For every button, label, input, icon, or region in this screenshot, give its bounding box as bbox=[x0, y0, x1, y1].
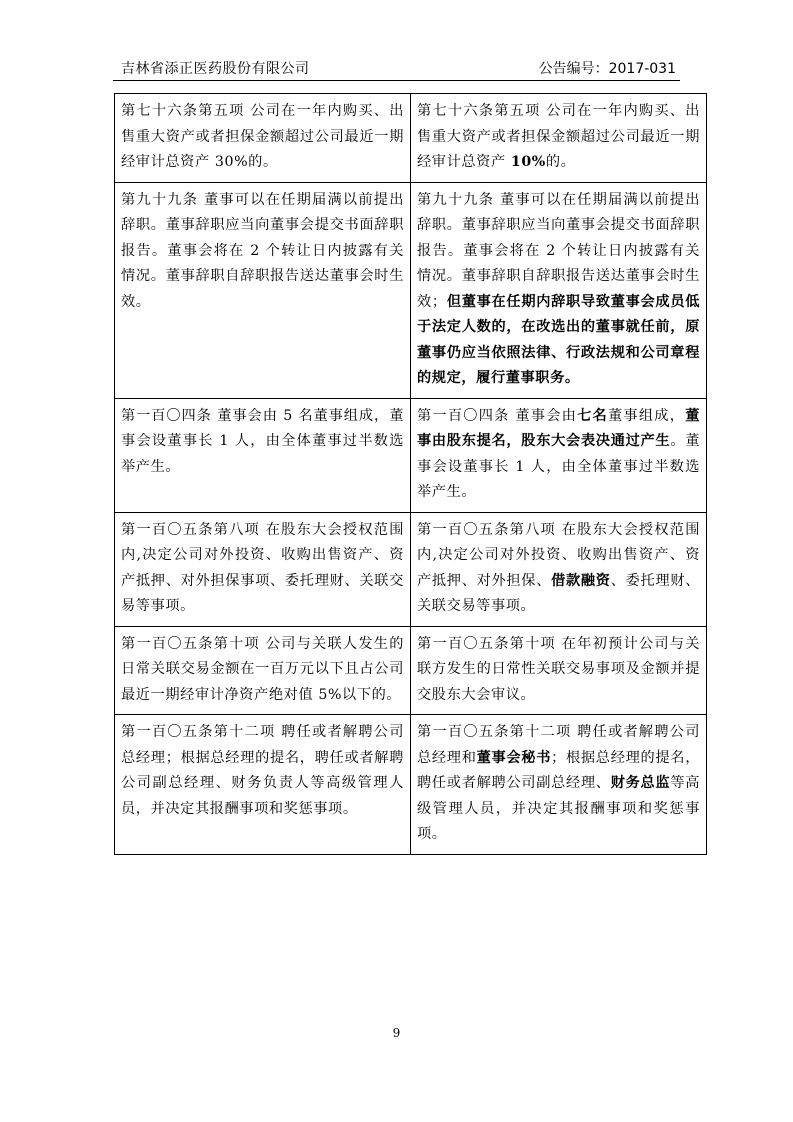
amended-text-bold: 10% bbox=[510, 154, 546, 170]
amended-text-bold: 董事会秘书 bbox=[476, 749, 552, 766]
original-clause-cell bbox=[115, 626, 411, 715]
amended-clause-cell bbox=[411, 626, 707, 715]
page-header bbox=[113, 58, 680, 80]
table-row bbox=[115, 182, 707, 398]
original-clause-cell bbox=[115, 715, 411, 855]
amended-text-bold: 七名 bbox=[577, 407, 608, 424]
original-clause-cell bbox=[115, 182, 411, 398]
original-clause-cell bbox=[115, 512, 411, 626]
table-row bbox=[115, 626, 707, 715]
clause-text: 第一百〇五条第十项 公司与关联人发生的日常关联交易金额在一百万元以下且占公司最近一期经审计净资产绝对值 5%以下的。 bbox=[121, 635, 404, 703]
page-number: 9 bbox=[392, 1026, 401, 1040]
clause-text: ；根据总经理的提名，聘任或者解聘公司副总经理、 bbox=[417, 749, 700, 791]
clause-text: 第九十九条 董事可以在任期届满以前提出辞职。董事辞职应当向董事会提交书面辞职报告。董事会将在 2 个转让日内披露有关情况。董事辞职自辞职报告送达董事会时生效； bbox=[417, 191, 700, 310]
clause-text: 第一百〇五条第十二项 聘任或者解聘公司总经理和 bbox=[417, 724, 700, 766]
clause-text: 第一百〇五条第八项 在股东大会授权范围内,决定公司对外投资、收购出售资产、资产抵押、对外担保事项、委托理财、关联交易等事项。 bbox=[121, 521, 404, 614]
amended-clause-cell bbox=[411, 94, 707, 183]
table-row bbox=[115, 94, 707, 183]
amended-clause-cell bbox=[411, 182, 707, 398]
clause-text: 、委托理财、关联交易等事项。 bbox=[417, 572, 701, 614]
clause-text: 。董事会设董事长 1 人，由全体董事过半数选举产生。 bbox=[417, 433, 701, 500]
header-divider bbox=[113, 80, 680, 81]
clause-text: 的。 bbox=[545, 154, 576, 170]
original-clause-cell bbox=[115, 398, 411, 512]
clause-text: 第七十六条第五项 公司在一年内购买、出售重大资产或者担保金额超过公司最近一期经审计总资产 bbox=[417, 103, 700, 170]
clause-text: 第一百〇四条 董事会由 bbox=[417, 407, 578, 424]
table-row bbox=[115, 715, 707, 855]
clause-text: 第一百〇四条 董事会由 5 名董事组成，董事会设董事长 1 人，由全体董事过半数选举产生。 bbox=[121, 407, 404, 475]
original-clause-cell bbox=[115, 94, 411, 183]
company-name: 吉林省添正医药股份有限公司 bbox=[121, 61, 310, 77]
table-row bbox=[115, 512, 707, 626]
amended-text-bold: 财务总监 bbox=[610, 775, 671, 791]
comparison-table bbox=[114, 93, 707, 855]
clause-text: 第一百〇五条第十项 在年初预计公司与关联方发生的日常性关联交易事项及金额并提交股东大会审议。 bbox=[417, 635, 700, 703]
clause-text: 第一百〇五条第八项 在股东大会授权范围内,决定公司对外投资、收购出售资产、资产抵押、对外担保、 bbox=[417, 521, 700, 589]
amended-clause-cell bbox=[411, 398, 707, 512]
announcement-number: 公告编号：2017-031 bbox=[538, 61, 676, 77]
clause-text: 董事组成， bbox=[608, 407, 686, 424]
amended-text-bold: 借款融资 bbox=[551, 572, 611, 589]
clause-text: 等高级管理人员，并决定其报酬事项和奖惩事项。 bbox=[417, 775, 700, 842]
amended-clause-cell bbox=[411, 715, 707, 855]
amended-text-bold: 董事由股东提名，股东大会表决通过产生 bbox=[417, 407, 700, 449]
amended-text-bold: 但董事在任期内辞职导致董事会成员低于法定人数的，在改选出的董事就任前，原董事仍应当依照法律、行政法规和公司章程的规定，履行董事职务。 bbox=[417, 293, 701, 386]
clause-text: 第七十六条第五项 公司在一年内购买、出售重大资产或者担保金额超过公司最近一期经审计总资产 30%的。 bbox=[121, 103, 404, 170]
table-row bbox=[115, 398, 707, 512]
clause-text: 第一百〇五条第十二项 聘任或者解聘公司总经理；根据总经理的提名，聘任或者解聘公司副总经理、财务负责人等高级管理人员，并决定其报酬事项和奖惩事项。 bbox=[121, 724, 404, 817]
clause-text: 第九十九条 董事可以在任期届满以前提出辞职。董事辞职应当向董事会提交书面辞职报告。董事会将在 2 个转让日内披露有关情况。董事辞职自辞职报告送达董事会时生效。 bbox=[121, 191, 404, 310]
amended-clause-cell bbox=[411, 512, 707, 626]
